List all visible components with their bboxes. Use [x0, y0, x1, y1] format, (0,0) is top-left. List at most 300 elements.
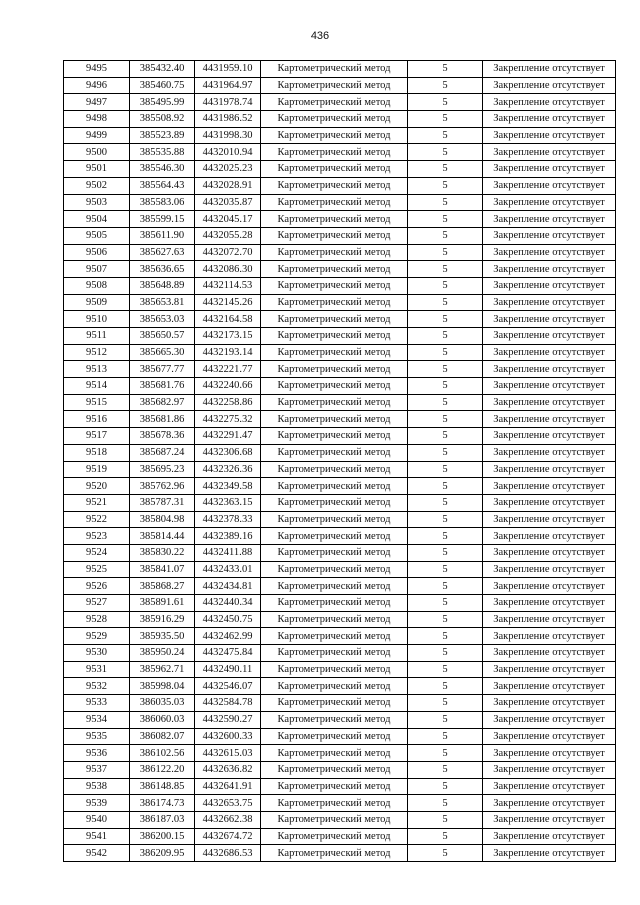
table-row — [64, 261, 616, 278]
table-row — [64, 728, 616, 745]
y-coordinate-cell: 4432072.70 — [195, 244, 261, 261]
table-row — [64, 778, 616, 795]
accuracy-cell: 5 — [408, 845, 483, 862]
fixing-description-cell: Закрепление отсутствует — [483, 628, 616, 645]
point-number-cell: 9539 — [64, 795, 130, 812]
x-coordinate-cell: 385687.24 — [130, 444, 195, 461]
accuracy-cell: 5 — [408, 661, 483, 678]
accuracy-cell: 5 — [408, 478, 483, 495]
method-cell: Картометрический метод — [261, 478, 408, 495]
y-coordinate-cell: 4432462.99 — [195, 628, 261, 645]
fixing-description-cell: Закрепление отсутствует — [483, 261, 616, 278]
table-row — [64, 795, 616, 812]
x-coordinate-cell: 386122.20 — [130, 761, 195, 778]
accuracy-cell: 5 — [408, 194, 483, 211]
accuracy-cell: 5 — [408, 144, 483, 161]
fixing-description-cell: Закрепление отсутствует — [483, 344, 616, 361]
y-coordinate-cell: 4432590.27 — [195, 711, 261, 728]
x-coordinate-cell: 385916.29 — [130, 611, 195, 628]
point-number-cell: 9510 — [64, 311, 130, 328]
table-row — [64, 127, 616, 144]
method-cell: Картометрический метод — [261, 177, 408, 194]
accuracy-cell: 5 — [408, 745, 483, 762]
y-coordinate-cell: 4432378.33 — [195, 511, 261, 528]
table-row — [64, 244, 616, 261]
accuracy-cell: 5 — [408, 328, 483, 345]
x-coordinate-cell: 386200.15 — [130, 828, 195, 845]
method-cell: Картометрический метод — [261, 428, 408, 445]
x-coordinate-cell: 385653.81 — [130, 294, 195, 311]
point-number-cell: 9499 — [64, 127, 130, 144]
method-cell: Картометрический метод — [261, 578, 408, 595]
fixing-description-cell: Закрепление отсутствует — [483, 328, 616, 345]
method-cell: Картометрический метод — [261, 561, 408, 578]
accuracy-cell: 5 — [408, 344, 483, 361]
point-number-cell: 9518 — [64, 444, 130, 461]
x-coordinate-cell: 386035.03 — [130, 695, 195, 712]
fixing-description-cell: Закрепление отсутствует — [483, 144, 616, 161]
table-row — [64, 294, 616, 311]
point-number-cell: 9527 — [64, 595, 130, 612]
point-number-cell: 9508 — [64, 277, 130, 294]
y-coordinate-cell: 4432363.15 — [195, 494, 261, 511]
table-row — [64, 211, 616, 228]
table-row — [64, 311, 616, 328]
accuracy-cell: 5 — [408, 628, 483, 645]
y-coordinate-cell: 4432434.81 — [195, 578, 261, 595]
fixing-description-cell: Закрепление отсутствует — [483, 444, 616, 461]
x-coordinate-cell: 385814.44 — [130, 528, 195, 545]
y-coordinate-cell: 4432653.75 — [195, 795, 261, 812]
point-number-cell: 9516 — [64, 411, 130, 428]
table-row — [64, 328, 616, 345]
method-cell: Картометрический метод — [261, 361, 408, 378]
y-coordinate-cell: 4432114.53 — [195, 277, 261, 294]
table-row — [64, 77, 616, 94]
table-row — [64, 478, 616, 495]
method-cell: Картометрический метод — [261, 811, 408, 828]
method-cell: Картометрический метод — [261, 795, 408, 812]
point-number-cell: 9505 — [64, 227, 130, 244]
fixing-description-cell: Закрепление отсутствует — [483, 94, 616, 111]
method-cell: Картометрический метод — [261, 111, 408, 128]
table-row — [64, 645, 616, 662]
y-coordinate-cell: 4431978.74 — [195, 94, 261, 111]
y-coordinate-cell: 4432674.72 — [195, 828, 261, 845]
accuracy-cell: 5 — [408, 444, 483, 461]
method-cell: Картометрический метод — [261, 294, 408, 311]
y-coordinate-cell: 4432306.68 — [195, 444, 261, 461]
x-coordinate-cell: 385535.88 — [130, 144, 195, 161]
point-number-cell: 9502 — [64, 177, 130, 194]
fixing-description-cell: Закрепление отсутствует — [483, 77, 616, 94]
fixing-description-cell: Закрепление отсутствует — [483, 378, 616, 395]
accuracy-cell: 5 — [408, 411, 483, 428]
point-number-cell: 9517 — [64, 428, 130, 445]
point-number-cell: 9525 — [64, 561, 130, 578]
fixing-description-cell: Закрепление отсутствует — [483, 161, 616, 178]
accuracy-cell: 5 — [408, 494, 483, 511]
method-cell: Картометрический метод — [261, 261, 408, 278]
table-row — [64, 595, 616, 612]
y-coordinate-cell: 4432440.34 — [195, 595, 261, 612]
y-coordinate-cell: 4432193.14 — [195, 344, 261, 361]
accuracy-cell: 5 — [408, 428, 483, 445]
fixing-description-cell: Закрепление отсутствует — [483, 61, 616, 78]
x-coordinate-cell: 385653.03 — [130, 311, 195, 328]
x-coordinate-cell: 385962.71 — [130, 661, 195, 678]
fixing-description-cell: Закрепление отсутствует — [483, 711, 616, 728]
accuracy-cell: 5 — [408, 561, 483, 578]
method-cell: Картометрический метод — [261, 595, 408, 612]
y-coordinate-cell: 4432389.16 — [195, 528, 261, 545]
fixing-description-cell: Закрепление отсутствует — [483, 311, 616, 328]
point-number-cell: 9497 — [64, 94, 130, 111]
x-coordinate-cell: 385611.90 — [130, 227, 195, 244]
fixing-description-cell: Закрепление отсутствует — [483, 277, 616, 294]
accuracy-cell: 5 — [408, 611, 483, 628]
x-coordinate-cell: 385523.89 — [130, 127, 195, 144]
x-coordinate-cell: 386060.03 — [130, 711, 195, 728]
method-cell: Картометрический метод — [261, 778, 408, 795]
accuracy-cell: 5 — [408, 544, 483, 561]
accuracy-cell: 5 — [408, 461, 483, 478]
fixing-description-cell: Закрепление отсутствует — [483, 528, 616, 545]
fixing-description-cell: Закрепление отсутствует — [483, 478, 616, 495]
fixing-description-cell: Закрепление отсутствует — [483, 227, 616, 244]
y-coordinate-cell: 4432450.75 — [195, 611, 261, 628]
point-number-cell: 9513 — [64, 361, 130, 378]
x-coordinate-cell: 385636.65 — [130, 261, 195, 278]
accuracy-cell: 5 — [408, 111, 483, 128]
x-coordinate-cell: 385677.77 — [130, 361, 195, 378]
fixing-description-cell: Закрепление отсутствует — [483, 578, 616, 595]
y-coordinate-cell: 4432145.26 — [195, 294, 261, 311]
point-number-cell: 9533 — [64, 695, 130, 712]
table-row — [64, 761, 616, 778]
table-row — [64, 444, 616, 461]
point-number-cell: 9520 — [64, 478, 130, 495]
point-number-cell: 9512 — [64, 344, 130, 361]
point-number-cell: 9519 — [64, 461, 130, 478]
accuracy-cell: 5 — [408, 595, 483, 612]
x-coordinate-cell: 385695.23 — [130, 461, 195, 478]
x-coordinate-cell: 385681.76 — [130, 378, 195, 395]
table-row — [64, 227, 616, 244]
fixing-description-cell: Закрепление отсутствует — [483, 127, 616, 144]
table-body — [64, 61, 616, 862]
accuracy-cell: 5 — [408, 61, 483, 78]
fixing-description-cell: Закрепление отсутствует — [483, 611, 616, 628]
x-coordinate-cell: 385508.92 — [130, 111, 195, 128]
accuracy-cell: 5 — [408, 161, 483, 178]
fixing-description-cell: Закрепление отсутствует — [483, 428, 616, 445]
x-coordinate-cell: 386187.03 — [130, 811, 195, 828]
y-coordinate-cell: 4432010.94 — [195, 144, 261, 161]
table-row — [64, 177, 616, 194]
table-row — [64, 361, 616, 378]
accuracy-cell: 5 — [408, 177, 483, 194]
y-coordinate-cell: 4432349.58 — [195, 478, 261, 495]
y-coordinate-cell: 4432275.32 — [195, 411, 261, 428]
point-number-cell: 9511 — [64, 328, 130, 345]
accuracy-cell: 5 — [408, 795, 483, 812]
table-row — [64, 494, 616, 511]
y-coordinate-cell: 4432686.53 — [195, 845, 261, 862]
point-number-cell: 9536 — [64, 745, 130, 762]
fixing-description-cell: Закрепление отсутствует — [483, 177, 616, 194]
table-row — [64, 711, 616, 728]
point-number-cell: 9504 — [64, 211, 130, 228]
accuracy-cell: 5 — [408, 828, 483, 845]
y-coordinate-cell: 4432025.23 — [195, 161, 261, 178]
accuracy-cell: 5 — [408, 394, 483, 411]
point-number-cell: 9515 — [64, 394, 130, 411]
fixing-description-cell: Закрепление отсутствует — [483, 728, 616, 745]
y-coordinate-cell: 4432045.17 — [195, 211, 261, 228]
point-number-cell: 9498 — [64, 111, 130, 128]
x-coordinate-cell: 385891.61 — [130, 595, 195, 612]
y-coordinate-cell: 4432411.88 — [195, 544, 261, 561]
x-coordinate-cell: 385868.27 — [130, 578, 195, 595]
point-number-cell: 9514 — [64, 378, 130, 395]
method-cell: Картометрический метод — [261, 311, 408, 328]
table-row — [64, 461, 616, 478]
x-coordinate-cell: 385950.24 — [130, 645, 195, 662]
accuracy-cell: 5 — [408, 511, 483, 528]
point-number-cell: 9532 — [64, 678, 130, 695]
point-number-cell: 9537 — [64, 761, 130, 778]
page-number: 436 — [310, 30, 330, 42]
accuracy-cell: 5 — [408, 528, 483, 545]
x-coordinate-cell: 386148.85 — [130, 778, 195, 795]
method-cell: Картометрический метод — [261, 378, 408, 395]
table-row — [64, 61, 616, 78]
y-coordinate-cell: 4432086.30 — [195, 261, 261, 278]
table-row — [64, 611, 616, 628]
method-cell: Картометрический метод — [261, 61, 408, 78]
method-cell: Картометрический метод — [261, 244, 408, 261]
method-cell: Картометрический метод — [261, 411, 408, 428]
method-cell: Картометрический метод — [261, 745, 408, 762]
method-cell: Картометрический метод — [261, 328, 408, 345]
accuracy-cell: 5 — [408, 127, 483, 144]
method-cell: Картометрический метод — [261, 761, 408, 778]
accuracy-cell: 5 — [408, 695, 483, 712]
point-number-cell: 9535 — [64, 728, 130, 745]
point-number-cell: 9542 — [64, 845, 130, 862]
table-row — [64, 94, 616, 111]
fixing-description-cell: Закрепление отсутствует — [483, 294, 616, 311]
point-number-cell: 9529 — [64, 628, 130, 645]
y-coordinate-cell: 4432240.66 — [195, 378, 261, 395]
y-coordinate-cell: 4432662.38 — [195, 811, 261, 828]
accuracy-cell: 5 — [408, 227, 483, 244]
y-coordinate-cell: 4432490.11 — [195, 661, 261, 678]
point-number-cell: 9538 — [64, 778, 130, 795]
accuracy-cell: 5 — [408, 678, 483, 695]
fixing-description-cell: Закрепление отсутствует — [483, 745, 616, 762]
accuracy-cell: 5 — [408, 378, 483, 395]
fixing-description-cell: Закрепление отсутствует — [483, 595, 616, 612]
y-coordinate-cell: 4431986.52 — [195, 111, 261, 128]
fixing-description-cell: Закрепление отсутствует — [483, 811, 616, 828]
accuracy-cell: 5 — [408, 244, 483, 261]
point-number-cell: 9540 — [64, 811, 130, 828]
accuracy-cell: 5 — [408, 361, 483, 378]
x-coordinate-cell: 385678.36 — [130, 428, 195, 445]
x-coordinate-cell: 385460.75 — [130, 77, 195, 94]
table-row — [64, 695, 616, 712]
x-coordinate-cell: 386082.07 — [130, 728, 195, 745]
method-cell: Картометрический метод — [261, 645, 408, 662]
x-coordinate-cell: 386174.73 — [130, 795, 195, 812]
accuracy-cell: 5 — [408, 294, 483, 311]
point-number-cell: 9523 — [64, 528, 130, 545]
table-row — [64, 845, 616, 862]
x-coordinate-cell: 386209.95 — [130, 845, 195, 862]
table-row — [64, 511, 616, 528]
table-row — [64, 811, 616, 828]
table-row — [64, 828, 616, 845]
method-cell: Картометрический метод — [261, 628, 408, 645]
method-cell: Картометрический метод — [261, 728, 408, 745]
table-row — [64, 561, 616, 578]
method-cell: Картометрический метод — [261, 494, 408, 511]
point-number-cell: 9501 — [64, 161, 130, 178]
x-coordinate-cell: 386102.56 — [130, 745, 195, 762]
y-coordinate-cell: 4432055.28 — [195, 227, 261, 244]
x-coordinate-cell: 385998.04 — [130, 678, 195, 695]
y-coordinate-cell: 4432636.82 — [195, 761, 261, 778]
fixing-description-cell: Закрепление отсутствует — [483, 211, 616, 228]
table-row — [64, 194, 616, 211]
table-row — [64, 344, 616, 361]
y-coordinate-cell: 4432641.91 — [195, 778, 261, 795]
y-coordinate-cell: 4432291.47 — [195, 428, 261, 445]
accuracy-cell: 5 — [408, 728, 483, 745]
accuracy-cell: 5 — [408, 711, 483, 728]
method-cell: Картометрический метод — [261, 94, 408, 111]
point-number-cell: 9526 — [64, 578, 130, 595]
point-number-cell: 9534 — [64, 711, 130, 728]
accuracy-cell: 5 — [408, 277, 483, 294]
table-row — [64, 378, 616, 395]
point-number-cell: 9531 — [64, 661, 130, 678]
x-coordinate-cell: 385495.99 — [130, 94, 195, 111]
accuracy-cell: 5 — [408, 77, 483, 94]
x-coordinate-cell: 385665.30 — [130, 344, 195, 361]
fixing-description-cell: Закрепление отсутствует — [483, 761, 616, 778]
fixing-description-cell: Закрепление отсутствует — [483, 461, 616, 478]
point-number-cell: 9506 — [64, 244, 130, 261]
table-row — [64, 428, 616, 445]
fixing-description-cell: Закрепление отсутствует — [483, 494, 616, 511]
x-coordinate-cell: 385762.96 — [130, 478, 195, 495]
fixing-description-cell: Закрепление отсутствует — [483, 111, 616, 128]
method-cell: Картометрический метод — [261, 144, 408, 161]
y-coordinate-cell: 4431959.10 — [195, 61, 261, 78]
method-cell: Картометрический метод — [261, 194, 408, 211]
method-cell: Картометрический метод — [261, 461, 408, 478]
point-number-cell: 9524 — [64, 544, 130, 561]
y-coordinate-cell: 4432615.03 — [195, 745, 261, 762]
y-coordinate-cell: 4432326.36 — [195, 461, 261, 478]
table-row — [64, 628, 616, 645]
table-row — [64, 678, 616, 695]
point-number-cell: 9522 — [64, 511, 130, 528]
method-cell: Картометрический метод — [261, 695, 408, 712]
fixing-description-cell: Закрепление отсутствует — [483, 511, 616, 528]
x-coordinate-cell: 385787.31 — [130, 494, 195, 511]
point-number-cell: 9507 — [64, 261, 130, 278]
method-cell: Картометрический метод — [261, 277, 408, 294]
table-row — [64, 277, 616, 294]
x-coordinate-cell: 385841.07 — [130, 561, 195, 578]
method-cell: Картометрический метод — [261, 711, 408, 728]
method-cell: Картометрический метод — [261, 211, 408, 228]
fixing-description-cell: Закрепление отсутствует — [483, 411, 616, 428]
x-coordinate-cell: 385546.30 — [130, 161, 195, 178]
table-row — [64, 161, 616, 178]
point-number-cell: 9503 — [64, 194, 130, 211]
y-coordinate-cell: 4431998.30 — [195, 127, 261, 144]
point-number-cell: 9496 — [64, 77, 130, 94]
y-coordinate-cell: 4432173.15 — [195, 328, 261, 345]
fixing-description-cell: Закрепление отсутствует — [483, 678, 616, 695]
y-coordinate-cell: 4432035.87 — [195, 194, 261, 211]
method-cell: Картометрический метод — [261, 127, 408, 144]
table-row — [64, 111, 616, 128]
fixing-description-cell: Закрепление отсутствует — [483, 661, 616, 678]
accuracy-cell: 5 — [408, 311, 483, 328]
point-number-cell: 9521 — [64, 494, 130, 511]
method-cell: Картометрический метод — [261, 611, 408, 628]
y-coordinate-cell: 4432584.78 — [195, 695, 261, 712]
table-row — [64, 394, 616, 411]
y-coordinate-cell: 4432475.84 — [195, 645, 261, 662]
fixing-description-cell: Закрепление отсутствует — [483, 645, 616, 662]
fixing-description-cell: Закрепление отсутствует — [483, 845, 616, 862]
method-cell: Картометрический метод — [261, 444, 408, 461]
point-number-cell: 9495 — [64, 61, 130, 78]
fixing-description-cell: Закрепление отсутствует — [483, 361, 616, 378]
x-coordinate-cell: 385650.57 — [130, 328, 195, 345]
method-cell: Картометрический метод — [261, 678, 408, 695]
coordinates-table — [63, 60, 616, 862]
fixing-description-cell: Закрепление отсутствует — [483, 828, 616, 845]
accuracy-cell: 5 — [408, 578, 483, 595]
fixing-description-cell: Закрепление отсутствует — [483, 778, 616, 795]
fixing-description-cell: Закрепление отсутствует — [483, 194, 616, 211]
x-coordinate-cell: 385599.15 — [130, 211, 195, 228]
table-row — [64, 411, 616, 428]
fixing-description-cell: Закрепление отсутствует — [483, 244, 616, 261]
x-coordinate-cell: 385627.63 — [130, 244, 195, 261]
x-coordinate-cell: 385564.43 — [130, 177, 195, 194]
point-number-cell: 9528 — [64, 611, 130, 628]
point-number-cell: 9509 — [64, 294, 130, 311]
table-row — [64, 578, 616, 595]
method-cell: Картометрический метод — [261, 161, 408, 178]
y-coordinate-cell: 4432164.58 — [195, 311, 261, 328]
method-cell: Картометрический метод — [261, 227, 408, 244]
y-coordinate-cell: 4432258.86 — [195, 394, 261, 411]
method-cell: Картометрический метод — [261, 661, 408, 678]
fixing-description-cell: Закрепление отсутствует — [483, 695, 616, 712]
method-cell: Картометрический метод — [261, 828, 408, 845]
method-cell: Картометрический метод — [261, 511, 408, 528]
